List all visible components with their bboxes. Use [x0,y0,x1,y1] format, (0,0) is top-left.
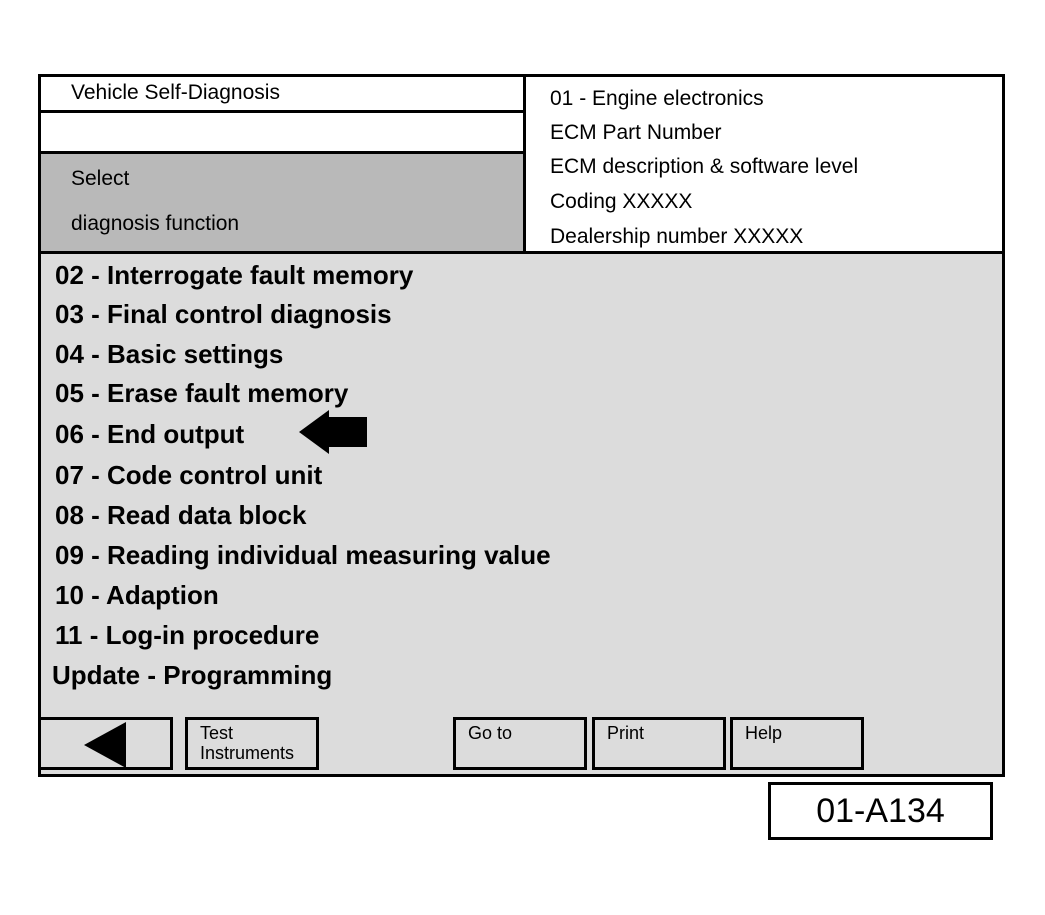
function-06[interactable]: 06 - End output [55,419,245,449]
title-bar [41,77,526,113]
function-11[interactable]: 11 - Log-in procedure [55,620,320,650]
info-ecm-description: ECM description & software level [550,155,859,178]
help-label: Help [745,723,783,743]
function-05[interactable]: 05 - Erase fault memory [55,378,349,408]
prompt-panel [41,154,526,254]
prompt-line-1: Select [71,167,130,190]
go-to-label: Go to [468,723,513,743]
function-07[interactable]: 07 - Code control unit [55,460,323,490]
function-03[interactable]: 03 - Final control diagnosis [55,299,392,329]
back-button[interactable] [38,717,173,770]
info-engine-electronics: 01 - Engine electronics [550,87,764,110]
left-arrow-icon [299,410,369,454]
prompt-line-2: diagnosis function [71,212,240,235]
control-unit-info-panel [526,77,1002,254]
function-09[interactable]: 09 - Reading individual measuring value [55,540,551,570]
print-label: Print [607,723,645,743]
blank-field [41,113,526,154]
info-dealership-number: Dealership number XXXXX [550,225,804,248]
test-label-line2: Instruments [200,743,295,763]
help-button[interactable] [730,717,864,770]
info-ecm-part-number: ECM Part Number [550,121,722,144]
screen-title: Vehicle Self-Diagnosis [71,81,280,104]
function-08[interactable]: 08 - Read data block [55,500,307,530]
test-label-line1: Test [200,723,234,743]
info-coding: Coding XXXXX [550,190,693,213]
function-04[interactable]: 04 - Basic settings [55,339,284,369]
back-triangle-icon [84,722,126,768]
diagnosis-screen [38,74,1005,777]
function-update-programming[interactable]: Update - Programming [52,660,333,690]
test-instruments-label [200,723,294,763]
button-bar [41,715,1002,774]
function-10[interactable]: 10 - Adaption [55,580,219,610]
function-02[interactable]: 02 - Interrogate fault memory [55,260,414,290]
test-instruments-button[interactable] [185,717,319,770]
go-to-button[interactable] [453,717,587,770]
figure-label: 01-A134 [768,782,993,840]
print-button[interactable] [592,717,726,770]
